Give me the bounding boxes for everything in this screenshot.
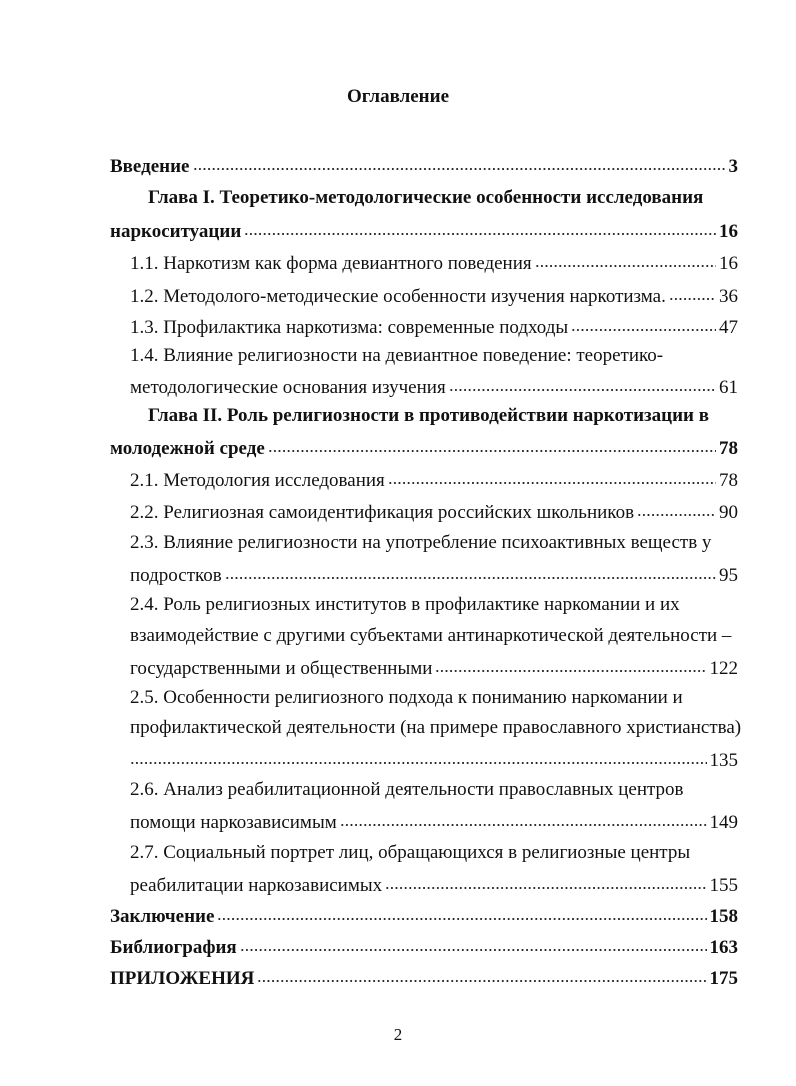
- chapter1-heading-line1: Глава I. Теоретико-методологические особенности исследования: [148, 187, 704, 208]
- toc-entry-page: 47: [719, 317, 738, 338]
- dot-leader: [340, 808, 707, 828]
- toc-entry-page: 3: [728, 156, 738, 177]
- toc-entry-2-3[interactable]: [130, 561, 738, 589]
- dot-leader: [385, 871, 706, 891]
- toc-entry-1-4-line1: 1.4. Влияние религиозности на девиантное поведение: теоретико-: [130, 345, 664, 366]
- toc-entry-bibliography[interactable]: [110, 933, 738, 961]
- toc-entry-2-1[interactable]: [130, 466, 738, 494]
- toc-entry-2-2[interactable]: [130, 498, 738, 526]
- toc-entry-page: 36: [719, 286, 738, 307]
- toc-entry-page: 90: [719, 502, 738, 523]
- toc-entry-chapter2[interactable]: [110, 434, 738, 462]
- chapter2-heading-line1: Глава II. Роль религиозности в противодействии наркотизации в: [148, 405, 710, 426]
- toc-entry-page: 16: [719, 221, 738, 242]
- dot-leader: [449, 373, 716, 393]
- dot-leader: [268, 434, 716, 454]
- toc-entry-label: 1.3. Профилактика наркотизма: современные подходы: [130, 317, 569, 338]
- toc-entry-label: государственными и общественными: [130, 658, 433, 679]
- toc-entry-2-4-line2: взаимодействие с другими субъектами антинаркотической деятельности –: [130, 625, 732, 646]
- toc-entry-page: 78: [719, 470, 738, 491]
- dot-leader: [435, 654, 706, 674]
- toc-entry-label: 1.1. Наркотизм как форма девиантного поведения: [130, 253, 532, 274]
- toc-entry-2-6-line1: 2.6. Анализ реабилитационной деятельности православных центров: [130, 779, 684, 800]
- toc-entry-page: 95: [719, 565, 738, 586]
- toc-entry-2-6[interactable]: [130, 808, 738, 836]
- toc-entry-1-1[interactable]: [130, 249, 738, 277]
- toc-entry-2-3-line1: 2.3. Влияние религиозности на употребление психоактивных веществ у: [130, 532, 712, 553]
- toc-entry-page: 122: [709, 658, 738, 679]
- toc-entry-page: 149: [709, 812, 738, 833]
- toc-entry-page: 155: [709, 875, 738, 896]
- toc-entry-2-5-line2: профилактической деятельности (на примере православного христианства): [130, 717, 742, 738]
- dot-leader: [217, 902, 706, 922]
- toc-entry-label: подростков: [130, 565, 222, 586]
- toc-entry-2-5[interactable]: [130, 746, 738, 774]
- toc-entry-label: наркоситуации: [110, 221, 242, 242]
- dot-leader: [225, 561, 716, 581]
- toc-entry-label: ПРИЛОЖЕНИЯ: [110, 968, 255, 989]
- toc-entry-chapter1[interactable]: [110, 217, 738, 245]
- toc-entry-label: реабилитации наркозависимых: [130, 875, 383, 896]
- toc-entry-conclusion[interactable]: [110, 902, 738, 930]
- toc-entry-2-4[interactable]: [130, 654, 738, 682]
- toc-entry-page: 78: [719, 438, 738, 459]
- dot-leader: [240, 933, 707, 953]
- toc-entry-appendix[interactable]: [110, 964, 738, 992]
- toc-entry-label: 2.1. Методология исследования: [130, 470, 385, 491]
- toc-entry-label: Библиография: [110, 937, 237, 958]
- toc-entry-page: 61: [719, 377, 738, 398]
- toc-entry-2-5-line1: 2.5. Особенности религиозного подхода к пониманию наркомании и: [130, 687, 683, 708]
- toc-entry-page: 175: [709, 968, 738, 989]
- toc-entry-1-4[interactable]: [130, 373, 738, 401]
- dot-leader: [244, 217, 716, 237]
- dot-leader: [571, 313, 716, 333]
- toc-entry-1-3[interactable]: [130, 313, 738, 341]
- page-title: Оглавление: [346, 86, 450, 107]
- toc-entry-label: 2.2. Религиозная самоидентификация российских школьников: [130, 502, 635, 523]
- toc-entry-2-7-line1: 2.7. Социальный портрет лиц, обращающихся в религиозные центры: [130, 842, 691, 863]
- toc-entry-1-2[interactable]: [130, 282, 738, 310]
- toc-entry-page: 163: [709, 937, 738, 958]
- dot-leader: [193, 152, 726, 172]
- dot-leader: [130, 746, 707, 766]
- toc-entry-label: методологические основания изучения: [130, 377, 446, 398]
- dot-leader: [388, 466, 716, 486]
- toc-entry-2-4-line1: 2.4. Роль религиозных институтов в профилактике наркомании и их: [130, 594, 680, 615]
- toc-entry-2-7[interactable]: [130, 871, 738, 899]
- dot-leader: [535, 249, 716, 269]
- toc-entry-page: 135: [709, 750, 738, 771]
- toc-entry-page: 16: [719, 253, 738, 274]
- toc-entry-label: помощи наркозависимым: [130, 812, 337, 833]
- toc-entry-label: молодежной среде: [110, 438, 265, 459]
- dot-leader: [257, 964, 706, 984]
- dot-leader: [669, 282, 716, 302]
- toc-entry-intro[interactable]: [110, 152, 738, 180]
- toc-entry-label: Заключение: [110, 906, 215, 927]
- dot-leader: [637, 498, 716, 518]
- toc-entry-page: 158: [709, 906, 738, 927]
- toc-entry-label: Введение: [110, 156, 190, 177]
- toc-entry-label: 1.2. Методолого-методические особенности изучения наркотизма.: [130, 286, 666, 307]
- page-number: 2: [393, 1025, 403, 1044]
